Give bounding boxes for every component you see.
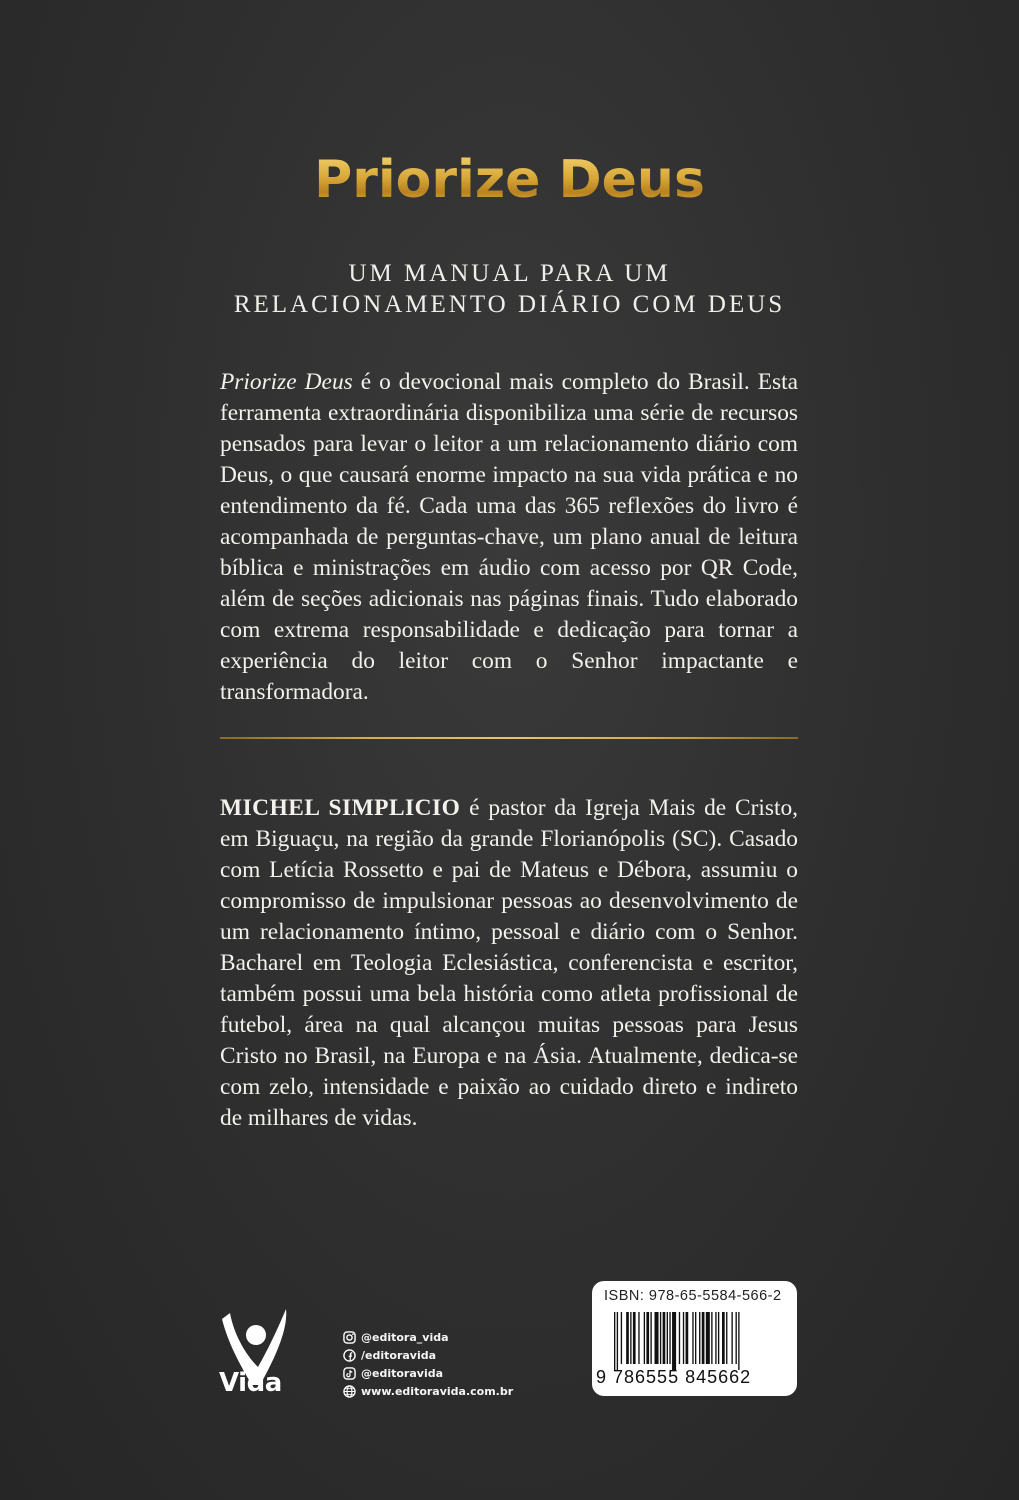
barcode-bar <box>715 1312 716 1364</box>
book-title: Priorize Deus <box>0 150 1019 210</box>
social-instagram[interactable] <box>343 1328 513 1346</box>
barcode-box <box>592 1281 797 1396</box>
author-bio <box>220 793 798 1134</box>
isbn-label: ISBN: 978-65-5584-566-2 <box>604 1288 782 1304</box>
barcode-bar <box>699 1312 700 1364</box>
publisher-logo-text: Vida <box>219 1368 282 1398</box>
book-description <box>220 367 798 708</box>
barcode-bar <box>621 1312 622 1364</box>
barcode-bar <box>679 1312 680 1364</box>
barcode-bar <box>669 1312 670 1364</box>
facebook-icon <box>343 1349 356 1362</box>
barcode-bar <box>660 1312 661 1364</box>
description-text: é o devocional mais completo do Brasil. Esta ferramenta extraordinária disponibiliza uma série de recursos pensados para levar o leitor a um relacionamento diário com Deus, o que causará enorme impacto na sua vida prática e no entendimento da fé. Cada uma das 365 reflexões do livro é acompanhada de perguntas-chave, um plano anual de leitura bíblica e ministrações em áudio com acesso por QR Code, além de seções adicionais nas páginas finais. Tudo elaborado com extrema responsabilidade e dedicação para tornar a experiência do leitor com o Senhor impactante e transformadora. <box>220 369 798 705</box>
subtitle-line-1: UM MANUAL PARA UM <box>348 260 671 287</box>
social-tiktok-text: @editoravida <box>361 1366 444 1380</box>
barcode-bar <box>736 1312 737 1364</box>
author-bio-text: é pastor da Igreja Mais de Cristo, em Biguaçu, na região da grande Florianópolis (SC). Casado com Letícia Rossetto e pai de Mateus e Débora, assumiu o compromisso de impulsionar pessoas ao desenvolvimento de um relacionamento íntimo, pessoal e diário com o Senhor. Bacharel em Teologia Eclesiástica, conferencista e escritor, também possui uma bela história como atleta profissional de futebol, área na qual alcançou muitas pessoas para Jesus Cristo no Brasil, na Europa e na Ásia. Atualmente, dedica-se com zelo, intensidade e paixão ao cuidado direto e indireto de milhares de vidas. <box>220 795 799 1131</box>
barcode-bar <box>663 1312 666 1364</box>
social-facebook[interactable] <box>343 1346 513 1364</box>
barcode-bar <box>702 1312 705 1364</box>
barcode-bar <box>711 1312 712 1364</box>
barcode-bar <box>692 1312 693 1364</box>
barcode-bar <box>655 1312 659 1364</box>
barcode-bar <box>650 1312 651 1364</box>
barcode-bar <box>738 1312 739 1370</box>
subtitle-line-2: RELACIONAMENTO DIÁRIO COM DEUS <box>233 291 786 318</box>
gold-divider <box>220 737 798 739</box>
author-name: MICHEL SIMPLICIO <box>220 795 461 821</box>
barcode-bar <box>672 1312 676 1370</box>
barcode-bar <box>731 1312 732 1364</box>
barcode-bar <box>633 1312 636 1364</box>
social-tiktok[interactable] <box>343 1364 513 1382</box>
barcode-bar <box>614 1312 615 1370</box>
barcode-bar <box>626 1312 629 1364</box>
book-subtitle <box>0 258 1019 320</box>
social-website-text: www.editoravida.com.br <box>361 1384 514 1398</box>
barcode-bar <box>667 1312 668 1364</box>
globe-icon <box>343 1385 356 1398</box>
barcode-bar <box>726 1312 727 1364</box>
barcode-bar <box>686 1312 689 1364</box>
barcode-bar <box>683 1312 684 1364</box>
barcode-bar <box>722 1312 725 1364</box>
barcode-bar <box>617 1312 618 1370</box>
barcode-bar <box>706 1312 710 1364</box>
barcode-bar <box>718 1312 719 1364</box>
barcode-bars <box>614 1312 786 1370</box>
social-website[interactable] <box>343 1382 513 1400</box>
barcode-bar <box>638 1312 639 1364</box>
instagram-icon <box>343 1331 356 1344</box>
barcode-bar <box>695 1312 696 1364</box>
social-facebook-text: /editoravida <box>361 1348 437 1362</box>
barcode-bar <box>646 1312 649 1364</box>
barcode-bar <box>644 1312 645 1364</box>
social-instagram-text: @editora_vida <box>361 1330 449 1344</box>
barcode-digits: 9 786555 845662 <box>596 1367 752 1387</box>
description-title-italic: Priorize Deus <box>220 369 353 395</box>
social-links <box>343 1328 513 1400</box>
barcode-bar <box>630 1312 631 1364</box>
tiktok-icon <box>343 1367 356 1380</box>
